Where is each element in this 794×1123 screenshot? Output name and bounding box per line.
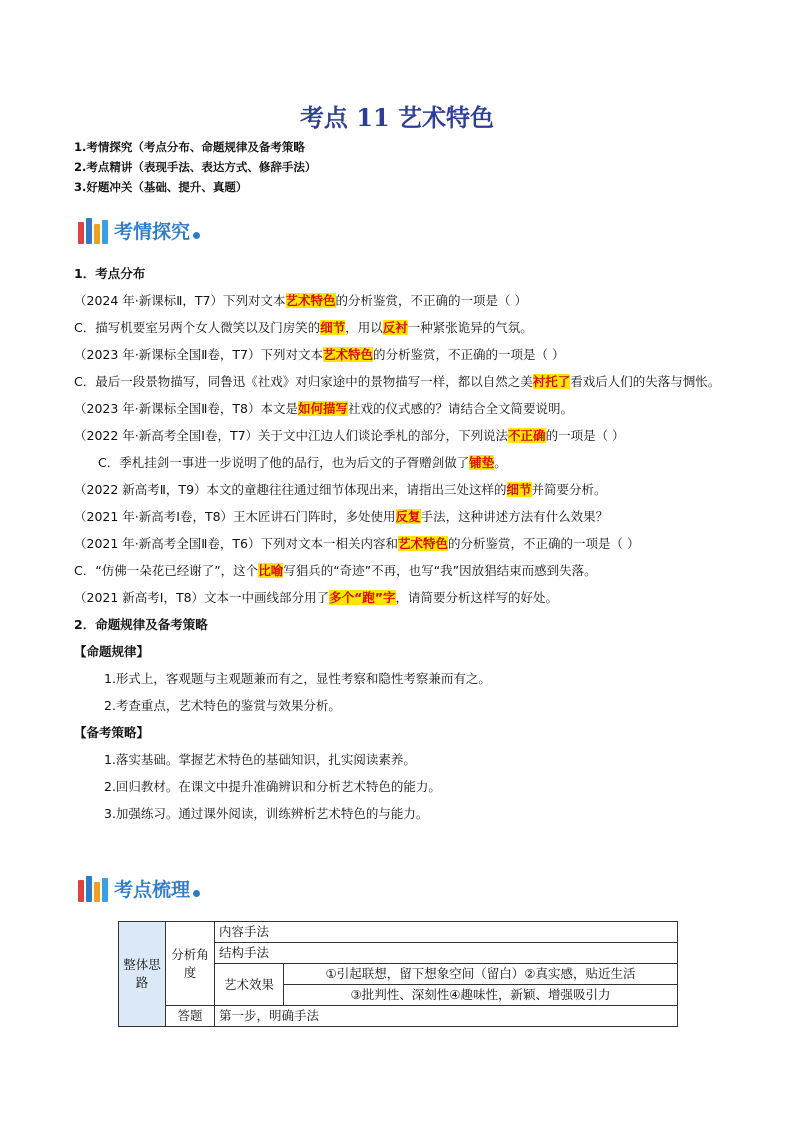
strategy-item: 3.加强练习。通过课外阅读，训练辨析艺术特色的与能力。	[104, 806, 429, 821]
exam-item	[74, 449, 724, 476]
item-text: ，请简要分析这样写的好处。	[395, 590, 559, 605]
toc-item: 3.好题冲关（基础、提升、真题）	[74, 180, 248, 194]
exam-item-list	[74, 287, 724, 611]
section-banner-text: 考点梳理	[114, 878, 191, 901]
exam-item	[74, 530, 724, 557]
highlight-term: 细节	[320, 320, 346, 335]
exam-item	[74, 287, 724, 314]
item-text: C．描写机要室另两个女人微笑以及门房笑的	[74, 320, 321, 335]
highlight-term: 艺术特色	[285, 293, 336, 308]
exam-item	[74, 368, 724, 395]
item-text: C．最后一段景物描写，同鲁迅《社戏》对归家途中的景物描写一样，都以自然之美	[74, 374, 533, 389]
exam-item	[74, 395, 724, 422]
highlight-term: 铺垫	[469, 455, 495, 470]
answer-step-cell: 第一步，明确手法	[215, 1006, 678, 1027]
item-text: 并简要分析。	[531, 482, 607, 497]
item-text: 一种紧张诡异的气氛。	[407, 320, 533, 335]
content-method-cell: 内容手法	[215, 922, 678, 943]
rule-item: 1.形式上，客观题与主观题兼而有之，显性考察和隐性考察兼而有之。	[104, 671, 491, 686]
analysis-angle-cell: 分析角度	[166, 922, 215, 1006]
highlight-term: 细节	[506, 482, 532, 497]
art-effect-cell: 艺术效果	[215, 964, 284, 1006]
highlight-term: 反衬	[382, 320, 408, 335]
section-banner-text: 考情探究	[114, 220, 191, 243]
books-icon	[78, 874, 110, 902]
page-title: 考点 11 艺术特色	[299, 103, 495, 132]
item-text: （2021 新高考Ⅰ，T8）文本一中画线部分用了	[74, 590, 330, 605]
strategy-item: 1.落实基础。掌握艺术特色的基础知识，扎实阅读素养。	[104, 752, 416, 767]
effect-line-1: ①引起联想，留下想象空间（留白）②真实感，贴近生活	[284, 964, 678, 985]
exam-item	[74, 476, 724, 503]
item-text: 的分析鉴赏，不正确的一项是（ ）	[373, 347, 565, 362]
books-icon	[78, 216, 110, 244]
item-text: C．季札挂剑一事进一步说明了他的品行，也为后文的子胥赠剑做了	[98, 455, 470, 470]
item-text: 的分析鉴赏，不正确的一项是（ ）	[335, 293, 527, 308]
rule-item: 2.考查重点，艺术特色的鉴赏与效果分析。	[104, 698, 341, 713]
heading-distribution: 1．考点分布	[74, 266, 146, 281]
item-text: （2022 年·新高考全国Ⅰ卷，T7）关于文中江边人们谈论季札的部分，下列说法	[74, 428, 509, 443]
item-text: C．“仿佛一朵花已经谢了”，这个	[74, 563, 259, 578]
exam-item	[74, 584, 724, 611]
strategy-label: 【备考策略】	[74, 725, 150, 740]
toc-item: 2.考点精讲（表现手法、表达方式、修辞手法）	[74, 160, 317, 174]
rules-label: 【命题规律】	[74, 644, 150, 659]
strategy-item: 2.回归教材。在课文中提升准确辨识和分析艺术特色的能力。	[104, 779, 441, 794]
highlight-term: 多个“跑”字	[329, 590, 396, 605]
main-content	[74, 260, 724, 827]
table-of-contents	[74, 137, 316, 197]
item-text: 写猖兵的“奇迹”不再，也写“我”因放猖结束而感到失落。	[283, 563, 597, 578]
highlight-term: 不正确	[508, 428, 546, 443]
highlight-term: 反复	[395, 509, 421, 524]
section-banner-points-summary	[78, 872, 200, 904]
structure-method-cell: 结构手法	[215, 943, 678, 964]
highlight-term: 艺术特色	[323, 347, 374, 362]
highlight-term: 如何描写	[298, 401, 349, 416]
dot-icon	[193, 232, 200, 239]
item-text: （2023 年·新课标全国Ⅱ卷，T7）下列对文本	[74, 347, 323, 362]
summary-table	[118, 921, 678, 1027]
item-text: 看戏后人们的失落与惆怅。	[570, 374, 721, 389]
exam-item	[74, 557, 724, 584]
item-text: 社戏的仪式感的？请结合全文简要说明。	[348, 401, 574, 416]
highlight-term: 比喻	[258, 563, 284, 578]
item-text: （2021 年·新高考Ⅰ卷，T8）王木匠讲石门阵时，多处使用	[74, 509, 396, 524]
heading-rules: 2．命题规律及备考策略	[74, 617, 208, 632]
highlight-term: 艺术特色	[398, 536, 449, 551]
item-text: ，用以	[345, 320, 383, 335]
item-text: （2024 年·新课标Ⅱ，T7）下列对文本	[74, 293, 286, 308]
highlight-term: 衬托了	[532, 374, 571, 389]
exam-item	[74, 422, 724, 449]
dimension-cell: 整体思路	[119, 922, 166, 1027]
item-text: 的一项是（ ）	[545, 428, 625, 443]
item-text: 的分析鉴赏，不正确的一项是（ ）	[448, 536, 640, 551]
item-text: （2022 新高考Ⅱ，T9）本文的童趣往往通过细节体现出来，请指出三处这样的	[74, 482, 507, 497]
exam-item	[74, 503, 724, 530]
toc-item: 1.考情探究（考点分布、命题规律及备考策略	[74, 140, 305, 154]
answer-cell: 答题	[166, 1006, 215, 1027]
item-text: （2023 年·新课标全国Ⅱ卷，T8）本文是	[74, 401, 298, 416]
exam-item	[74, 314, 724, 341]
exam-item	[74, 341, 724, 368]
section-banner-exam-analysis	[78, 214, 200, 246]
item-text: 。	[494, 455, 507, 470]
dot-icon	[193, 890, 200, 897]
item-text: （2021 年·新高考全国Ⅱ卷，T6）下列对文本一相关内容和	[74, 536, 398, 551]
effect-line-2: ③批判性、深刻性④趣味性，新颖、增强吸引力	[284, 985, 678, 1006]
item-text: 手法，这种讲述方法有什么效果？	[420, 509, 609, 524]
